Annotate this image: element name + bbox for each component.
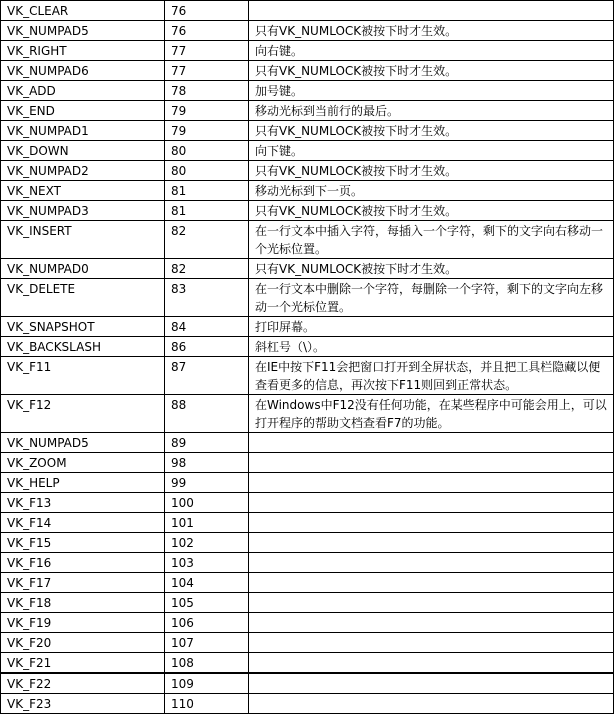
table-row xyxy=(1,317,614,337)
key-description-cell: 只有VK_NUMLOCK被按下时才生效。 xyxy=(249,161,614,181)
key-code-cell: 76 xyxy=(165,1,249,21)
key-name-cell: VK_F22 xyxy=(1,673,165,694)
key-name-cell: VK_F21 xyxy=(1,653,165,674)
key-description-cell: 向右键。 xyxy=(249,41,614,61)
table-row xyxy=(1,653,614,674)
key-name-cell: VK_F12 xyxy=(1,395,165,433)
key-description-cell: 只有VK_NUMLOCK被按下时才生效。 xyxy=(249,259,614,279)
table-row xyxy=(1,513,614,533)
key-description-cell: 在Windows中F12没有任何功能，在某些程序中可能会用上，可以打开程序的帮助文档查看F7的功能。 xyxy=(249,395,614,433)
key-code-cell: 86 xyxy=(165,337,249,357)
key-code-cell: 83 xyxy=(165,279,249,317)
key-code-cell: 76 xyxy=(165,21,249,41)
key-name-cell: VK_HELP xyxy=(1,473,165,493)
key-description-cell: 移动光标到下一页。 xyxy=(249,181,614,201)
table-row xyxy=(1,161,614,181)
table-row xyxy=(1,613,614,633)
table-row xyxy=(1,101,614,121)
key-name-cell: VK_NUMPAD2 xyxy=(1,161,165,181)
key-description-cell: 只有VK_NUMLOCK被按下时才生效。 xyxy=(249,121,614,141)
key-code-cell: 105 xyxy=(165,593,249,613)
key-description-cell xyxy=(249,533,614,553)
key-name-cell: VK_NUMPAD6 xyxy=(1,61,165,81)
key-name-cell: VK_DOWN xyxy=(1,141,165,161)
key-description-cell: 只有VK_NUMLOCK被按下时才生效。 xyxy=(249,21,614,41)
key-code-cell: 108 xyxy=(165,653,249,674)
table-row xyxy=(1,141,614,161)
table-row xyxy=(1,1,614,21)
key-code-cell: 78 xyxy=(165,81,249,101)
key-code-cell: 89 xyxy=(165,433,249,453)
table-row xyxy=(1,694,614,714)
key-code-cell: 102 xyxy=(165,533,249,553)
key-code-cell: 109 xyxy=(165,673,249,694)
key-name-cell: VK_NUMPAD1 xyxy=(1,121,165,141)
table-row xyxy=(1,221,614,259)
key-code-cell: 81 xyxy=(165,201,249,221)
key-name-cell: VK_NUMPAD3 xyxy=(1,201,165,221)
key-description-cell xyxy=(249,1,614,21)
key-name-cell: VK_F11 xyxy=(1,357,165,395)
key-code-cell: 80 xyxy=(165,161,249,181)
table-row xyxy=(1,473,614,493)
table-row xyxy=(1,181,614,201)
table-row xyxy=(1,673,614,694)
table-row xyxy=(1,41,614,61)
key-description-cell: 打印屏幕。 xyxy=(249,317,614,337)
key-description-cell xyxy=(249,513,614,533)
table-row xyxy=(1,61,614,81)
key-description-cell: 在一行文本中插入字符，每插入一个字符，剩下的文字向右移动一个光标位置。 xyxy=(249,221,614,259)
key-description-cell xyxy=(249,613,614,633)
key-name-cell: VK_ADD xyxy=(1,81,165,101)
key-code-cell: 106 xyxy=(165,613,249,633)
key-code-cell: 87 xyxy=(165,357,249,395)
key-code-table-body xyxy=(1,1,614,714)
table-row xyxy=(1,553,614,573)
key-description-cell: 在IE中按下F11会把窗口打开到全屏状态，并且把工具栏隐藏以便查看更多的信息，再次按下F11则回到正常状态。 xyxy=(249,357,614,395)
key-description-cell: 斜杠号（\）。 xyxy=(249,337,614,357)
key-name-cell: VK_F16 xyxy=(1,553,165,573)
key-name-cell: VK_NEXT xyxy=(1,181,165,201)
key-name-cell: VK_F23 xyxy=(1,694,165,714)
key-description-cell: 只有VK_NUMLOCK被按下时才生效。 xyxy=(249,61,614,81)
key-description-cell xyxy=(249,433,614,453)
key-description-cell xyxy=(249,553,614,573)
key-code-cell: 98 xyxy=(165,453,249,473)
key-description-cell xyxy=(249,473,614,493)
key-name-cell: VK_END xyxy=(1,101,165,121)
key-code-cell: 110 xyxy=(165,694,249,714)
key-name-cell: VK_F15 xyxy=(1,533,165,553)
key-code-cell: 104 xyxy=(165,573,249,593)
key-name-cell: VK_BACKSLASH xyxy=(1,337,165,357)
table-row xyxy=(1,21,614,41)
table-row xyxy=(1,395,614,433)
key-code-cell: 79 xyxy=(165,101,249,121)
key-description-cell xyxy=(249,633,614,653)
key-description-cell xyxy=(249,593,614,613)
key-code-cell: 107 xyxy=(165,633,249,653)
key-code-cell: 77 xyxy=(165,41,249,61)
key-description-cell xyxy=(249,694,614,714)
key-code-cell: 99 xyxy=(165,473,249,493)
key-name-cell: VK_NUMPAD5 xyxy=(1,433,165,453)
key-name-cell: VK_F20 xyxy=(1,633,165,653)
table-row xyxy=(1,337,614,357)
table-row xyxy=(1,433,614,453)
table-row xyxy=(1,573,614,593)
key-name-cell: VK_DELETE xyxy=(1,279,165,317)
table-row xyxy=(1,81,614,101)
key-description-cell xyxy=(249,673,614,694)
key-name-cell: VK_CLEAR xyxy=(1,1,165,21)
key-name-cell: VK_F17 xyxy=(1,573,165,593)
key-code-cell: 84 xyxy=(165,317,249,337)
key-code-cell: 103 xyxy=(165,553,249,573)
key-name-cell: VK_F19 xyxy=(1,613,165,633)
key-code-cell: 101 xyxy=(165,513,249,533)
key-description-cell xyxy=(249,573,614,593)
table-row xyxy=(1,279,614,317)
table-row xyxy=(1,357,614,395)
key-name-cell: VK_RIGHT xyxy=(1,41,165,61)
key-description-cell: 只有VK_NUMLOCK被按下时才生效。 xyxy=(249,201,614,221)
key-code-cell: 100 xyxy=(165,493,249,513)
key-code-cell: 79 xyxy=(165,121,249,141)
key-code-cell: 82 xyxy=(165,259,249,279)
table-row xyxy=(1,121,614,141)
key-code-cell: 82 xyxy=(165,221,249,259)
key-name-cell: VK_INSERT xyxy=(1,221,165,259)
key-description-cell xyxy=(249,653,614,674)
key-name-cell: VK_NUMPAD0 xyxy=(1,259,165,279)
table-row xyxy=(1,533,614,553)
key-description-cell xyxy=(249,453,614,473)
key-name-cell: VK_F18 xyxy=(1,593,165,613)
key-code-cell: 81 xyxy=(165,181,249,201)
table-row xyxy=(1,493,614,513)
key-code-cell: 77 xyxy=(165,61,249,81)
key-description-cell xyxy=(249,493,614,513)
key-description-cell: 加号键。 xyxy=(249,81,614,101)
table-row xyxy=(1,259,614,279)
key-code-cell: 80 xyxy=(165,141,249,161)
table-row xyxy=(1,453,614,473)
key-description-cell: 向下键。 xyxy=(249,141,614,161)
key-description-cell: 在一行文本中删除一个字符，每删除一个字符，剩下的文字向左移动一个光标位置。 xyxy=(249,279,614,317)
table-row xyxy=(1,633,614,653)
key-description-cell: 移动光标到当前行的最后。 xyxy=(249,101,614,121)
key-name-cell: VK_SNAPSHOT xyxy=(1,317,165,337)
key-name-cell: VK_F14 xyxy=(1,513,165,533)
key-code-cell: 88 xyxy=(165,395,249,433)
key-name-cell: VK_F13 xyxy=(1,493,165,513)
table-row xyxy=(1,201,614,221)
key-name-cell: VK_NUMPAD5 xyxy=(1,21,165,41)
key-name-cell: VK_ZOOM xyxy=(1,453,165,473)
table-row xyxy=(1,593,614,613)
